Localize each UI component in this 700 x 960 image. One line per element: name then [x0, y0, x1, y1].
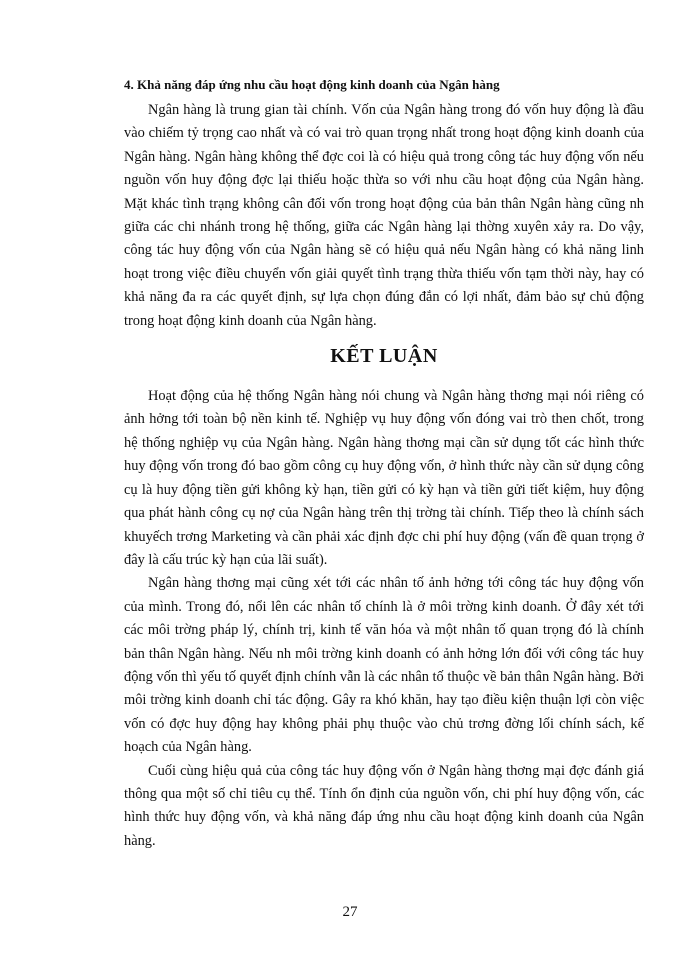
conclusion-paragraph-1: Hoạt động của hệ thống Ngân hàng nói chung và Ngân hàng thơng mại nói riêng có ảnh hởng tới toàn bộ nền kinh tế. Nghiệp vụ huy động vốn đóng vai trò then chốt, trong hệ thống nghiệp vụ của Ngân hàng. Ngân hàng thơng mại cần sử dụng tốt các hình thức huy động vốn trong đó bao gồm công cụ huy động vốn, ở hình thức này cần sử dụng công cụ là huy động tiền gửi không kỳ hạn, tiền gửi có kỳ hạn và tiền gửi tiết kiệm, huy động qua phát hành công cụ nợ của Ngân hàng trên thị trờng tài chính. Tiếp theo là chính sách khuyếch trơng Marketing và cần phải xác định đợc chi phí huy động (vấn đề quan trọng ở đây là cấu trúc kỳ hạn của lãi suất). — [124, 388, 644, 568]
conclusion-title: KẾT LUẬN — [330, 345, 438, 368]
page-number: 27 — [342, 904, 358, 920]
page-content — [124, 74, 644, 853]
conclusion-paragraph-2: Ngân hàng thơng mại cũng xét tới các nhân tố ảnh hởng tới công tác huy động vốn của mình. Trong đó, nổi lên các nhân tố chính là ở môi trờng kinh doanh. Ở đây xét tới các môi trờng pháp lý, chính trị, kinh tế văn hóa và một nhân tố quan trọng đó là chính bản thân Ngân hàng. Nếu nh môi trờng kinh doanh có ảnh hởng lớn đối với công tác huy động vốn thì yếu tố quyết định chính vẫn là các nhân tố thuộc về bản thân Ngân hàng. Bởi môi trờng kinh doanh chỉ tác động. Gây ra khó khăn, hay tạo điều kiện thuận lợi còn việc vốn có đợc huy động hay không phải phụ thuộc vào chủ trơng đờng lối chính sách, kế hoạch của Ngân hàng. — [124, 575, 644, 756]
section-heading: 4. Khả năng đáp ứng nhu cầu hoạt động kinh doanh của Ngân hàng — [124, 77, 500, 92]
conclusion-paragraph-3: Cuối cùng hiệu quả của công tác huy động vốn ở Ngân hàng thơng mại đợc đánh giá thông qua một số chỉ tiêu cụ thể. Tính ổn định của nguồn vốn, chi phí huy động vốn, các hình thức huy động vốn, và khả năng đáp ứng nhu cầu hoạt động kinh doanh của Ngân hàng. — [124, 762, 644, 849]
section-paragraph: Ngân hàng là trung gian tài chính. Vốn của Ngân hàng trong đó vốn huy động là đầu vào chiếm tỷ trọng cao nhất và có vai trò quan trọng nhất trong hoạt động kinh doanh của Ngân hàng. Ngân hàng không thể đợc coi là có hiệu quả trong công tác huy động vốn nếu nguồn vốn huy động đợc lại thiếu hoặc thừa so với nhu cầu hoạt động của Ngân hàng. Mặt khác tình trạng không cân đối vốn trong hoạt động của bản thân Ngân hàng cũng nh giữa các chi nhánh trong hệ thống, giữa các Ngân hàng lại thờng xuyên xảy ra. Do vậy, công tác huy động vốn của Ngân hàng sẽ có hiệu quả nếu Ngân hàng có khả năng linh hoạt trong việc điều chuyển vốn giải quyết tình trạng thừa thiếu vốn tạm thời này, hay có khả năng đa ra các quyết định, sự lựa chọn đúng đắn có lợi nhất, đảm bảo sự chủ động trong hoạt động kinh doanh của Ngân hàng. — [124, 102, 644, 329]
